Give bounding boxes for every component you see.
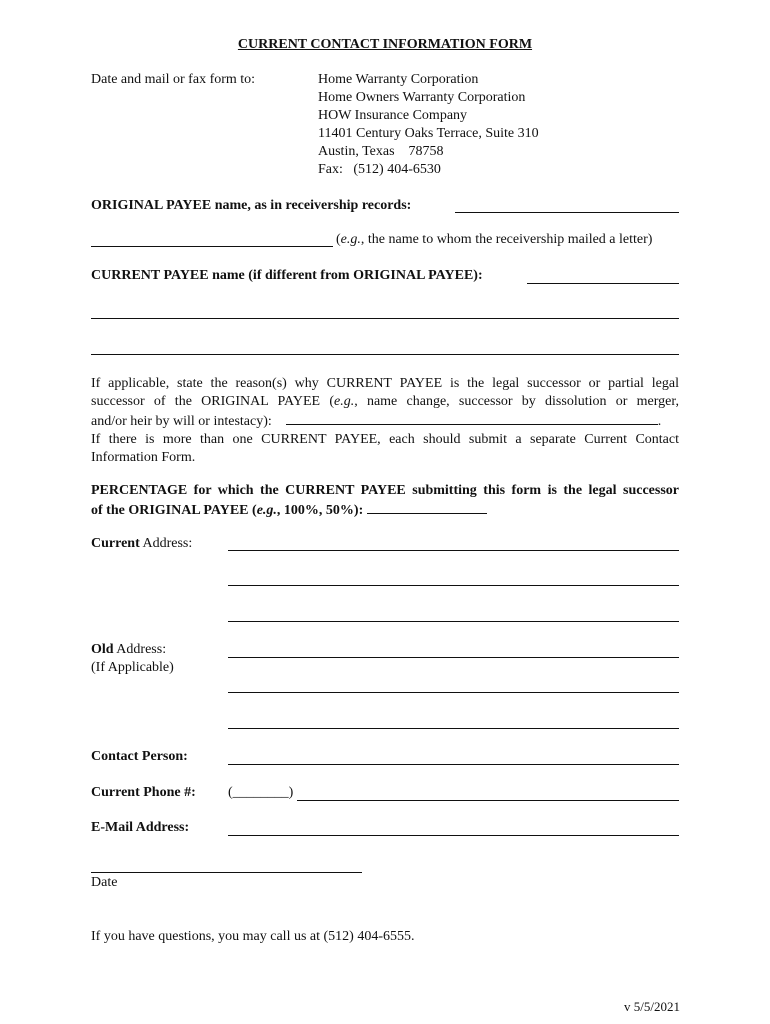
send-to-label: Date and mail or fax form to: <box>91 72 256 87</box>
address-line: 11401 Century Oaks Terrace, Suite 310 <box>318 126 539 141</box>
percentage-input-line[interactable] <box>367 500 487 514</box>
current-payee-line-2[interactable] <box>91 318 679 319</box>
address-line: HOW Insurance Company <box>318 108 468 123</box>
reason-paragraph <box>91 375 679 467</box>
address-line: Home Warranty Corporation <box>318 72 479 87</box>
address-line: Fax: (512) 404-6530 <box>318 162 441 177</box>
reason-line-1: If applicable, state the reason(s) why CURRENT PAYEE is the legal successor or partial legal <box>91 376 679 391</box>
date-line[interactable] <box>91 872 362 873</box>
original-payee-line-2[interactable] <box>91 246 333 247</box>
percentage-line-2: of the ORIGINAL PAYEE (e.g., 100%, 50%): <box>91 500 679 520</box>
current-payee-line-3[interactable] <box>91 354 679 355</box>
current-address-line-3[interactable] <box>228 621 679 622</box>
original-payee-line-1[interactable] <box>455 212 679 213</box>
contact-person-line[interactable] <box>228 764 679 765</box>
reason-input-line[interactable] <box>286 411 658 425</box>
old-address-label: Old Address: <box>91 642 167 657</box>
date-label: Date <box>91 875 118 890</box>
questions-text: If you have questions, you may call us at (512) 404-6555. <box>91 929 415 944</box>
email-line[interactable] <box>228 835 679 836</box>
email-label: E-Mail Address: <box>91 820 190 835</box>
version-label: v 5/5/2021 <box>624 999 680 1014</box>
reason-line-5: Information Form. <box>91 450 196 465</box>
contact-person-label: Contact Person: <box>91 749 188 764</box>
reason-line-4: If there is more than one CURRENT PAYEE, each should submit a separate Current Contact <box>91 432 679 447</box>
current-payee-label: CURRENT PAYEE name (if different from ORIGINAL PAYEE): <box>91 268 483 283</box>
phone-area-code-field[interactable]: (________) <box>228 785 294 800</box>
percentage-paragraph <box>91 482 679 520</box>
current-address-line-2[interactable] <box>228 585 679 586</box>
reason-line-2: successor of the ORIGINAL PAYEE (e.g., name change, successor by dissolution or merger, <box>91 394 679 409</box>
original-payee-example: (e.g., the name to whom the receivership mailed a letter) <box>336 232 653 247</box>
old-address-line-1[interactable] <box>228 657 679 658</box>
old-address-line-3[interactable] <box>228 728 679 729</box>
current-address-label: Current Address: <box>91 536 193 551</box>
phone-number-line[interactable] <box>297 800 679 801</box>
old-address-line-2[interactable] <box>228 692 679 693</box>
current-phone-label: Current Phone #: <box>91 785 196 800</box>
original-payee-label: ORIGINAL PAYEE name, as in receivership records: <box>91 198 412 213</box>
form-title: CURRENT CONTACT INFORMATION FORM <box>237 37 533 52</box>
percentage-line-1: PERCENTAGE for which the CURRENT PAYEE submitting this form is the legal successor <box>91 483 679 498</box>
old-address-note: (If Applicable) <box>91 660 174 675</box>
address-line: Home Owners Warranty Corporation <box>318 90 526 105</box>
current-payee-line-1[interactable] <box>527 283 679 284</box>
address-line: Austin, Texas 78758 <box>318 144 444 159</box>
reason-line-3: and/or heir by will or intestacy): . <box>91 411 679 431</box>
current-address-line-1[interactable] <box>228 550 679 551</box>
